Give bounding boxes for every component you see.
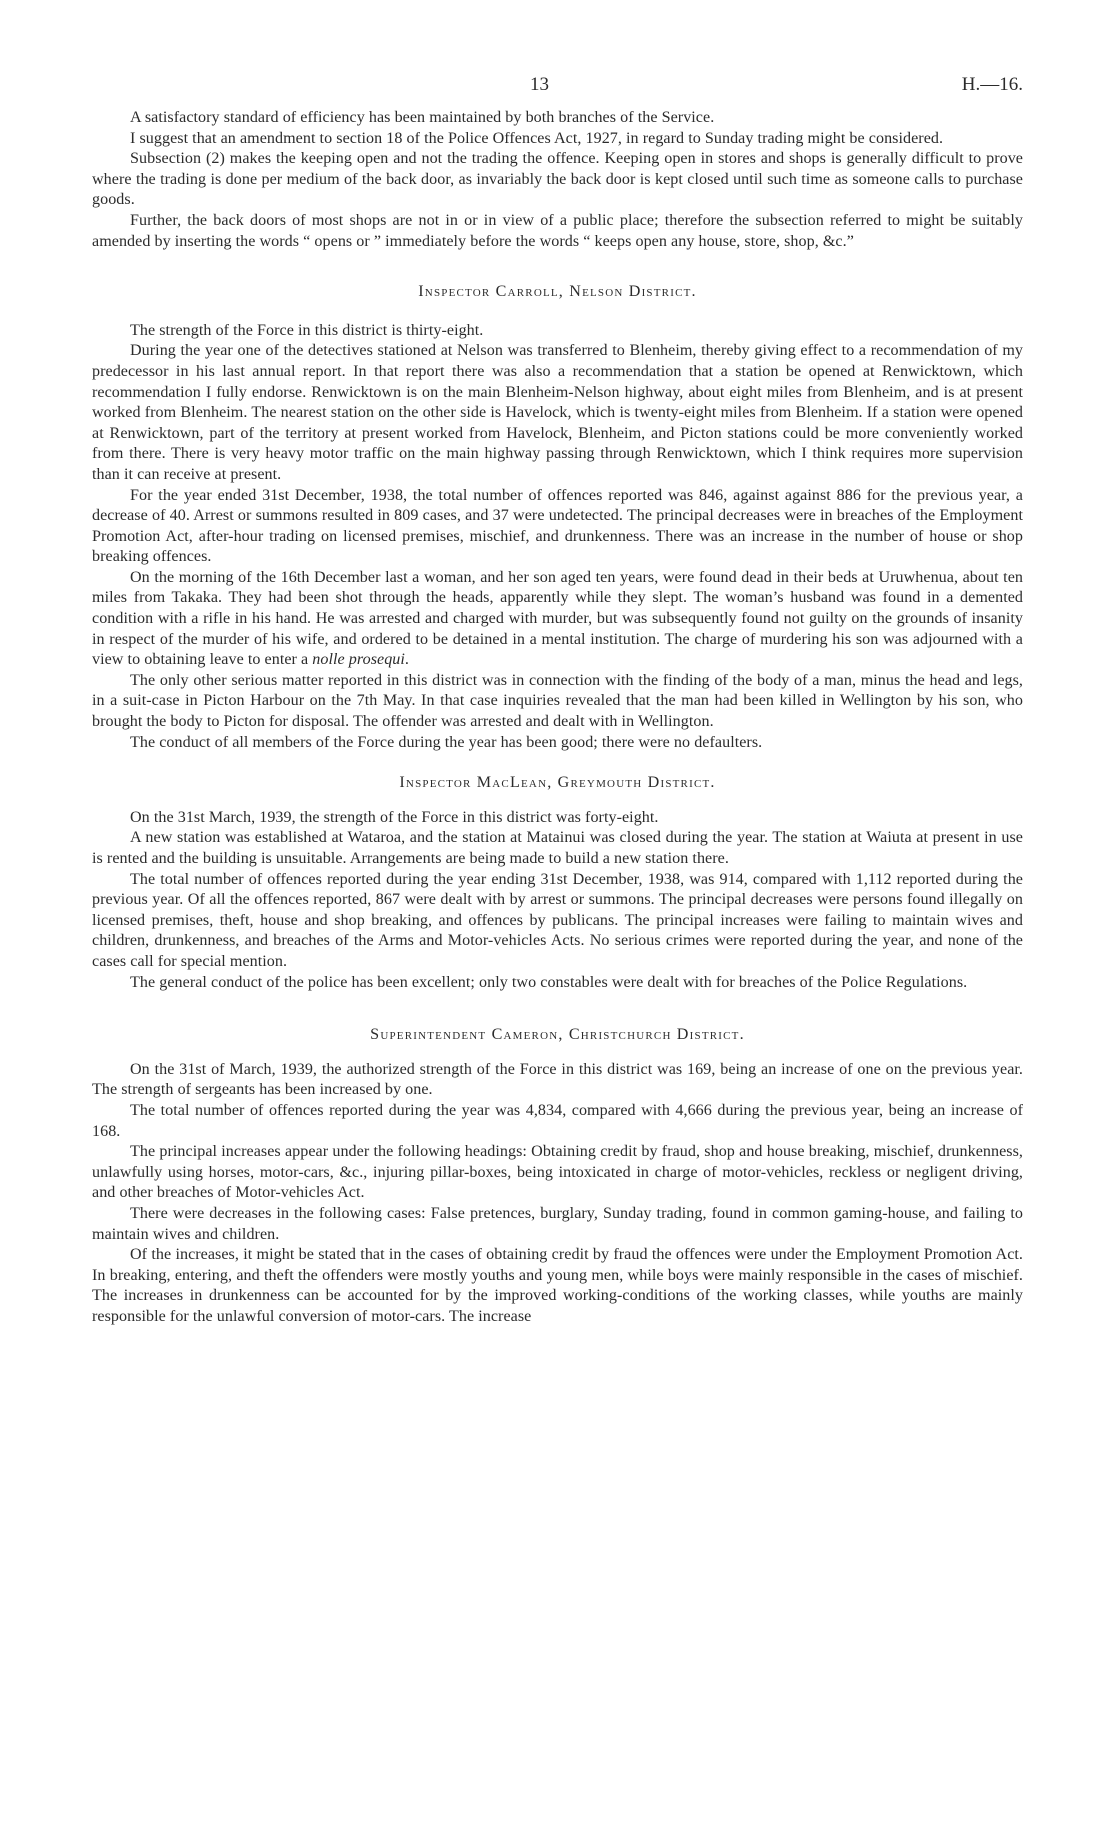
section-carroll [92,282,1023,753]
section-cameron [92,1025,1023,1327]
section-maclean [92,773,1023,993]
paragraph [92,568,1023,671]
paragraph: The total number of offences reported during the year was 4,834, compared with 4,666 during the previous year, being an increase of 168. [92,1101,1023,1140]
paragraph: The conduct of all members of the Force during the year has been good; there were no defaulters. [130,733,763,751]
page-number: 13 [530,74,549,95]
paragraph: A satisfactory standard of efficiency has been maintained by both branches of the Service. [130,109,715,126]
paragraph: There were decreases in the following cases: False pretences, burglary, Sunday trading, found in common gaming-house, and failing to maintain wives and children. [92,1204,1023,1243]
paragraph-text: On the morning of the 16th December last a woman, and her son aged ten years, were found dead in their beds at Uruwhenua, about ten miles from Takaka. They had been shot through the heads, apparently while they slept. The woman’s husband was found in a demented condition with a rifle in his hand. He was arrested and charged with murder, but was subsequently found not guilty on the grounds of insanity in respect of the murder of his wife, and ordered to be detained in a mental institution. The charge of murdering his son was adjourned with a view to obtaining leave to enter a [92,568,1023,669]
paragraph: The strength of the Force in this district is thirty-eight. [130,321,484,339]
paragraph: Subsection (2) makes the keeping open and not the trading the offence. Keeping open in stores and shops is generally difficult to prove where the trading is done per medium of the back door, as invariably the back door is kept closed until such time as someone calls to purchase goods. [92,150,1023,209]
paragraph: During the year one of the detectives stationed at Nelson was transferred to Blenheim, thereby giving effect to a recommendation of my predecessor in his last annual report. In that report there was also a recommendation that a station be opened at Renwicktown, which recommendation I fully endorse. Renwicktown is on the main Blenheim-Nelson highway, about eight miles from Blenheim, and is at present worked from Blenheim. The nearest station on the other side is Havelock, which is twenty-eight miles from Blenheim. If a station were opened at Renwicktown, part of the territory at present worked from Havelock, Blenheim, and Picton stations could be more conveniently worked from there. There is very heavy motor traffic on the main highway passing through Renwicktown, which I think requires more supervision than it can receive at present. [92,342,1023,483]
page-header [92,74,1023,108]
paragraph: A new station was established at Wataroa, and the station at Matainui was closed during the year. The station at Waiuta at present in use is rented and the building is unsuitable. Arrangements are being made to build a new station there. [92,829,1023,867]
paragraph: On the 31st of March, 1939, the authorized strength of the Force in this district was 169, being an increase of one on the previous year. The strength of sergeants has been increased by one. [92,1060,1023,1099]
italic-phrase: nolle prosequi [312,651,405,669]
paragraph-text-end: . [404,651,409,669]
paragraph: The only other serious matter reported in this district was in connection with the finding of the body of a man, minus the head and legs, in a suit-case in Picton Harbour on the 7th May. In that case inquiries revealed that the man had been killed in Wellington by his son, who brought the body to Picton for disposal. The offender was arrested and dealt with in Wellington. [92,671,1023,731]
paragraph: Further, the back doors of most shops are not in or in view of a public place; therefore the subsection referred to might be suitably amended by inserting the words “ opens or ” immediately before the words “ keeps open any house, store, shop, &c.” [92,211,1023,250]
section-heading: Inspector Carroll, Nelson District. [418,283,697,301]
document-reference: H.—16. [961,74,1023,95]
paragraph: For the year ended 31st December, 1938, the total number of offences reported was 846, against against 886 for the previous year, a decrease of 40. Arrest or summons resulted in 809 cases, and 37 were undetected. The principal decreases were in breaches of the Employment Promotion Act, after-hour trading on licensed premises, mischief, and drunkenness. There was an increase in the number of house or shop breaking offences. [92,486,1023,566]
paragraph: On the 31st March, 1939, the strength of the Force in this district was forty-eight. [130,808,659,826]
paragraph: I suggest that an amendment to section 18 of the Police Offences Act, 1927, in regard to Sunday trading might be considered. [130,129,944,147]
paragraph: The general conduct of the police has been excellent; only two constables were dealt with for breaches of the Police Regulations. [130,973,968,991]
section-heading: Superintendent Cameron, Christchurch District. [370,1026,745,1044]
intro-section [92,108,1023,252]
document-page [92,74,1023,1327]
paragraph: Of the increases, it might be stated that in the cases of obtaining credit by fraud the offences were under the Employment Promotion Act. In breaking, entering, and theft the offenders were mostly youths and young men, while boys were mainly responsible in the cases of mischief. The increases in drunkenness can be accounted for by the improved working-conditions of the working classes, while youths are mainly responsible for the unlawful conversion of motor-cars. The increase [92,1246,1023,1325]
paragraph: The principal increases appear under the following headings: Obtaining credit by fraud, shop and house breaking, mischief, drunkenness, unlawfully using horses, motor-cars, &c., injuring pillar-boxes, being intoxicated in charge of motor-vehicles, reckless or negligent driving, and other breaches of Motor-vehicles Act. [92,1143,1023,1202]
paragraph: The total number of offences reported during the year ending 31st December, 1938, was 914, compared with 1,112 reported during the previous year. Of all the offences reported, 867 were dealt with by arrest or summons. The principal decreases were persons found illegally on licensed premises, theft, house and shop breaking, and offences by publicans. The principal increases were failing to maintain wives and children, drunkenness, and breaches of the Arms and Motor-vehicles Acts. No serious crimes were reported during the year, and none of the cases call for special mention. [92,870,1023,970]
section-heading: Inspector MacLean, Greymouth District. [399,774,716,792]
